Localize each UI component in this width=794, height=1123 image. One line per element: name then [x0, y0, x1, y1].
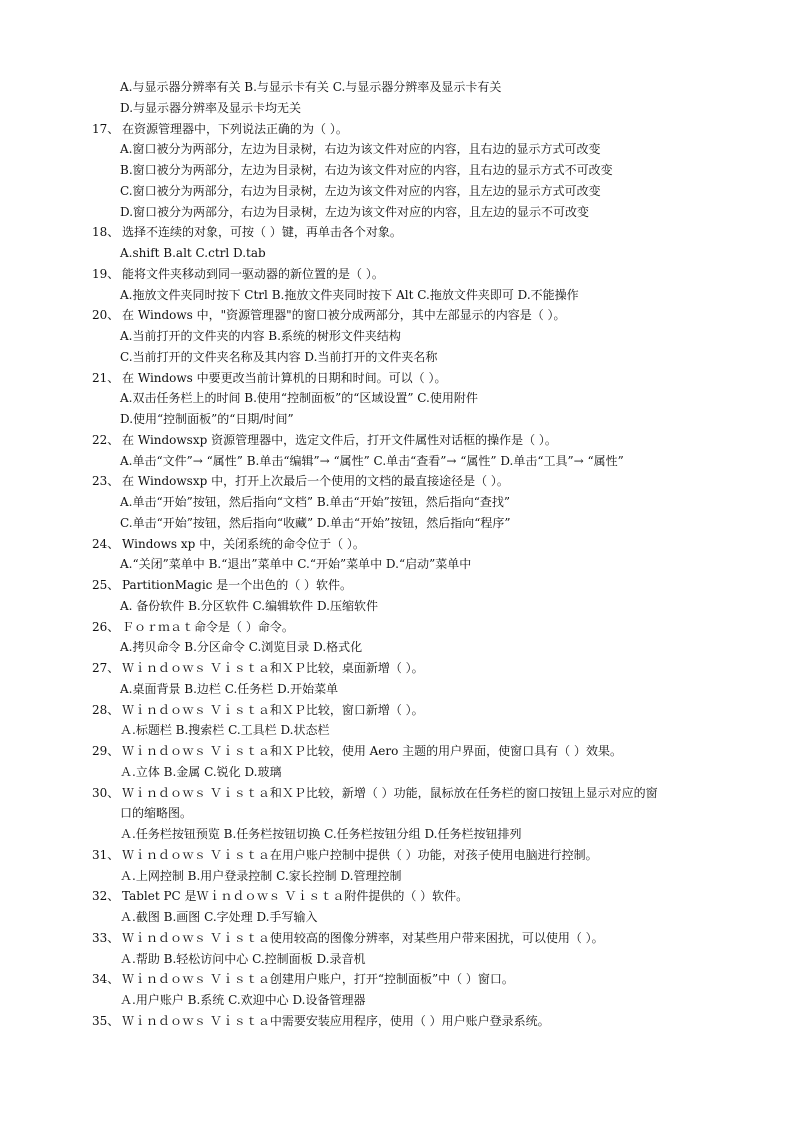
answer-options: A.单击“文件”→ “属性” B.单击“编辑”→ “属性” C.单击“查看”→ “属性” D.单击“工具”→ “属性”: [120, 453, 624, 468]
answer-options: A.桌面背景 B.边栏 C.任务栏 D.开始菜单: [120, 681, 339, 696]
question-text: PartitionMagic 是一个出色的（ ）软件。: [122, 578, 353, 592]
answer-options: Ａ.截图 B.画图 C.字处理 D.手写输入: [120, 910, 318, 924]
question-text: 在 Windows 中，"资源管理器"的窗口被分成两部分，其中左部显示的内容是（ ）。: [122, 308, 566, 323]
question-text: Ｗｉｎｄｏｗｓ Ｖｉｓｔａ和ＸＰ比较，桌面新增（ ）。: [122, 661, 424, 675]
question-line: [92, 741, 742, 762]
answer-options: Ａ.立体 B.金属 C.锐化 D.玻璃: [120, 764, 282, 779]
question-line: [92, 1011, 742, 1032]
question-line: [92, 264, 742, 285]
question-number: 21、: [92, 370, 120, 385]
answer-options: Ａ.任务栏按钮预览 B.任务栏按钮切换 C.任务栏按钮分组 D.任务栏按钮排列: [120, 827, 522, 841]
question-number: 19、: [92, 266, 120, 281]
question-text: Ｗｉｎｄｏｗｓ Ｖｉｓｔａ创建用户账户，打开“控制面板”中（ ）窗口。: [122, 972, 514, 987]
question-text: Windows xp 中，关闭系统的命令位于（ ）。: [122, 536, 365, 551]
question-text: 在 Windowsxp 中，打开上次最后一个使用的文档的最直接途径是（ ）。: [122, 474, 509, 489]
question-line: [92, 928, 742, 949]
question-number: 26、: [92, 619, 120, 634]
question-line: [92, 700, 742, 721]
question-text: Ｗｉｎｄｏｗｓ Ｖｉｓｔａ在用户账户控制中提供（ ）功能，对孩子使用电脑进行控制。: [122, 847, 598, 862]
question-number: 33、: [92, 930, 120, 945]
question-text: Tablet PC 是Ｗｉｎｄｏｗｓ Ｖｉｓｔａ附件提供的（ ）软件。: [122, 889, 469, 904]
question-line: [92, 222, 742, 243]
question-line: [92, 119, 742, 140]
answer-options: Ａ.上网控制 B.用户登录控制 C.家长控制 D.管理控制: [120, 868, 402, 883]
question-continuation: 口的缩略图。: [120, 806, 193, 821]
answer-options: Ａ.标题栏 B.搜索栏 C.工具栏 D.状态栏: [120, 723, 330, 738]
question-number: 25、: [92, 578, 120, 592]
question-number: 31、: [92, 847, 120, 862]
question-line: [92, 969, 742, 990]
question-number: 35、: [92, 1013, 120, 1028]
question-text: 在资源管理器中，下列说法正确的为（ ）。: [122, 121, 348, 136]
question-number: 22、: [92, 432, 120, 447]
answer-options: A.窗口被分为两部分，左边为目录树，右边为该文件对应的内容，且右边的显示方式可改变: [120, 142, 601, 157]
answer-options: C.窗口被分为两部分，右边为目录树，左边为该文件对应的内容，且左边的显示方式可改变: [120, 183, 601, 198]
answer-options: Ａ.用户账户 B.系统 C.欢迎中心 D.设备管理器: [120, 993, 366, 1007]
question-number: 17、: [92, 121, 120, 136]
answer-options: A.双击任务栏上的时间 B.使用“控制面板”的“区域设置” C.使用附件: [120, 391, 478, 406]
answer-options: C.当前打开的文件夹名称及其内容 D.当前打开的文件夹名称: [120, 349, 438, 364]
question-text: Ｗｉｎｄｏｗｓ Ｖｉｓｔａ和ＸＰ比较，新增（ ）功能，鼠标放在任务栏的窗口按钮上显示对应的窗: [122, 785, 658, 800]
question-line: [92, 658, 742, 679]
answer-options: Ａ.帮助 B.轻松访问中心 C.控制面板 D.录音机: [120, 951, 366, 966]
answer-options: A.“关闭”菜单中 B.“退出”菜单中 C.“开始”菜单中 D.“启动”菜单中: [120, 557, 472, 572]
answer-options: B.窗口被分为两部分，左边为目录树，右边为该文件对应的内容，且右边的显示方式不可改变: [120, 163, 613, 177]
question-number: 27、: [92, 661, 120, 675]
question-text: 能将文件夹移动到同一驱动器的新位置的是（ ）。: [122, 266, 384, 281]
question-number: 20、: [92, 308, 120, 323]
question-line: [92, 783, 742, 804]
question-line: [92, 617, 742, 638]
question-line: [92, 305, 742, 326]
exam-document: [92, 77, 742, 1032]
answer-options: A.拷贝命令 B.分区命令 C.浏览目录 D.格式化: [120, 640, 363, 655]
question-text: 在 Windowsxp 资源管理器中，选定文件后，打开文件属性对话框的操作是（ ）。: [122, 432, 557, 447]
question-text: Ｗｉｎｄｏｗｓ Ｖｉｓｔａ和ＸＰ比较，使用 Aero 主题的用户界面，使窗口具有（ ）效果。: [122, 744, 622, 758]
answer-options: A.shift B.alt C.ctrl D.tab: [120, 246, 266, 260]
answer-options: D.使用“控制面板”的“日期/时间”: [120, 412, 294, 426]
question-text: Ｗｉｎｄｏｗｓ Ｖｉｓｔａ和ＸＰ比较，窗口新增（ ）。: [122, 702, 424, 717]
answer-options: A.拖放文件夹同时按下 Ctrl B.拖放文件夹同时按下 Alt C.拖放文件夹即可 D.不能操作: [120, 287, 579, 302]
question-text: Ｆｏｒｍａｔ命令是（ ）命令。: [122, 619, 294, 634]
answer-options: C.单击“开始”按钮，然后指向“收藏” D.单击“开始”按钮，然后指向“程序”: [120, 515, 511, 530]
answer-options: A.当前打开的文件夹的内容 B.系统的树形文件夹结构: [120, 329, 401, 343]
question-number: 23、: [92, 474, 120, 489]
question-line: [92, 534, 742, 555]
question-line: [92, 575, 742, 596]
answer-options: A.与显示器分辨率有关 B.与显示卡有关 C.与显示器分辨率及显示卡有关: [120, 80, 502, 94]
question-line: [92, 845, 742, 866]
question-number: 30、: [92, 785, 120, 800]
question-number: 34、: [92, 972, 120, 987]
question-text: 选择不连续的对象，可按（ ）键，再单击各个对象。: [122, 225, 402, 240]
question-line: [92, 471, 742, 492]
question-number: 32、: [92, 889, 120, 904]
question-text: Ｗｉｎｄｏｗｓ Ｖｉｓｔａ使用较高的图像分辨率，对某些用户带来困扰，可以使用（ ）。: [122, 930, 604, 945]
answer-options: D.与显示器分辨率及显示卡均无关: [120, 100, 302, 115]
question-number: 18、: [92, 225, 120, 240]
question-line: [92, 430, 742, 451]
question-number: 24、: [92, 536, 120, 551]
question-number: 28、: [92, 702, 120, 717]
question-line: [92, 368, 742, 389]
answer-options: A.单击“开始”按钮，然后指向“文档” B.单击“开始”按钮，然后指向“查找”: [120, 495, 511, 509]
answer-options: A. 备份软件 B.分区软件 C.编辑软件 D.压缩软件: [120, 598, 378, 613]
question-text: 在 Windows 中要更改当前计算机的日期和时间。可以（ ）。: [122, 370, 447, 385]
question-number: 29、: [92, 744, 120, 758]
answer-options: D.窗口被分为两部分，右边为目录树，左边为该文件对应的内容，且左边的显示不可改变: [120, 204, 590, 219]
question-line: [92, 886, 742, 907]
question-text: Ｗｉｎｄｏｗｓ Ｖｉｓｔａ中需要安装应用程序，使用（ ）用户账户登录系统。: [122, 1013, 550, 1028]
